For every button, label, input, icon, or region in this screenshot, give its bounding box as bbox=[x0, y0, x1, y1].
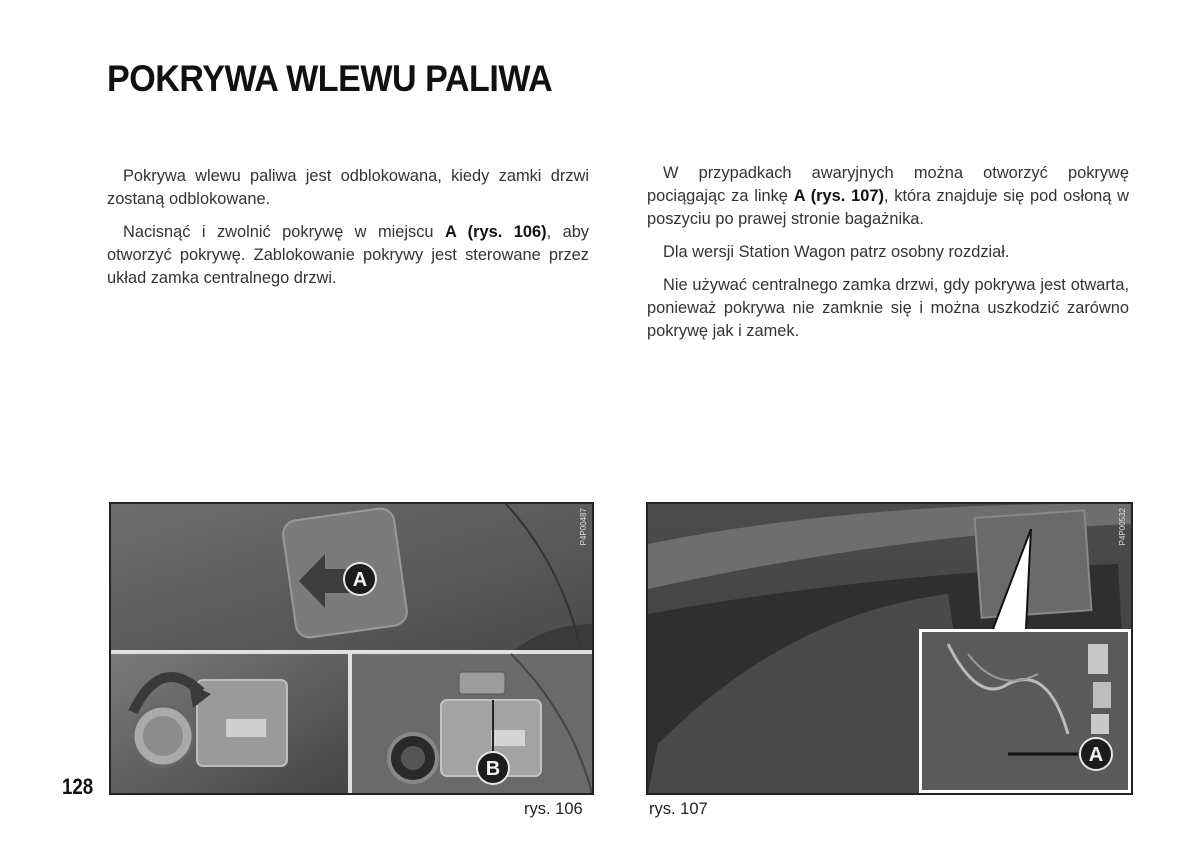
paragraph-station-wagon: Dla wersji Station Wagon patrz osobny rozdział. bbox=[663, 243, 1010, 261]
side-cover bbox=[975, 510, 1092, 617]
right-text-column bbox=[647, 162, 1129, 353]
figure-106-illustration bbox=[111, 504, 592, 793]
label-a-text: A bbox=[1088, 744, 1104, 766]
figure-ref-106: A (rys. 106) bbox=[444, 223, 547, 241]
text-after-ref: , aby otworzyć pokrywę. Zablokowanie pokrywy jest sterowane przez układ zamka centralnego drzwi. bbox=[107, 223, 589, 287]
left-text-column bbox=[107, 165, 589, 300]
paragraph-emergency bbox=[647, 162, 1129, 231]
text-before-ref: W przypadkach awaryjnych można otworzyć pokrywę pociągając za linkę bbox=[647, 164, 1129, 205]
paragraph-unlock-info: Pokrywa wlewu paliwa jest odblokowana, kiedy zamki drzwi zostaną odblokowane. bbox=[107, 167, 589, 208]
paragraph-warning: Nie używać centralnego zamka drzwi, gdy pokrywa jest otwarta, ponieważ pokrywa nie zamknie się i można uszkodzić zarówno pokrywę jak i zamek. bbox=[647, 276, 1129, 340]
caption-106: rys. 106 bbox=[524, 800, 583, 818]
label-b-text: B bbox=[485, 758, 501, 780]
label-a-text: A bbox=[352, 569, 368, 591]
paragraph-open-instruction bbox=[107, 221, 589, 290]
figure-106 bbox=[109, 502, 594, 795]
page-title: POKRYWA WLEWU PALIWA bbox=[107, 58, 553, 99]
figure-107 bbox=[646, 502, 1133, 795]
figure-107-illustration bbox=[648, 504, 1131, 793]
figure-106-code: P4P00487 bbox=[579, 508, 588, 546]
text-before-ref: Nacisnąć i zwolnić pokrywę w miejscu bbox=[123, 223, 434, 241]
text-after-ref: , która znajduje się pod osłoną w poszyciu po prawej stronie bagażnika. bbox=[647, 187, 1130, 228]
figure-107-code: P4P00532 bbox=[1118, 508, 1127, 546]
page-number: 128 bbox=[62, 774, 94, 799]
caption-107: rys. 107 bbox=[649, 800, 708, 818]
figure-ref-107: A (rys. 107) bbox=[793, 187, 884, 205]
